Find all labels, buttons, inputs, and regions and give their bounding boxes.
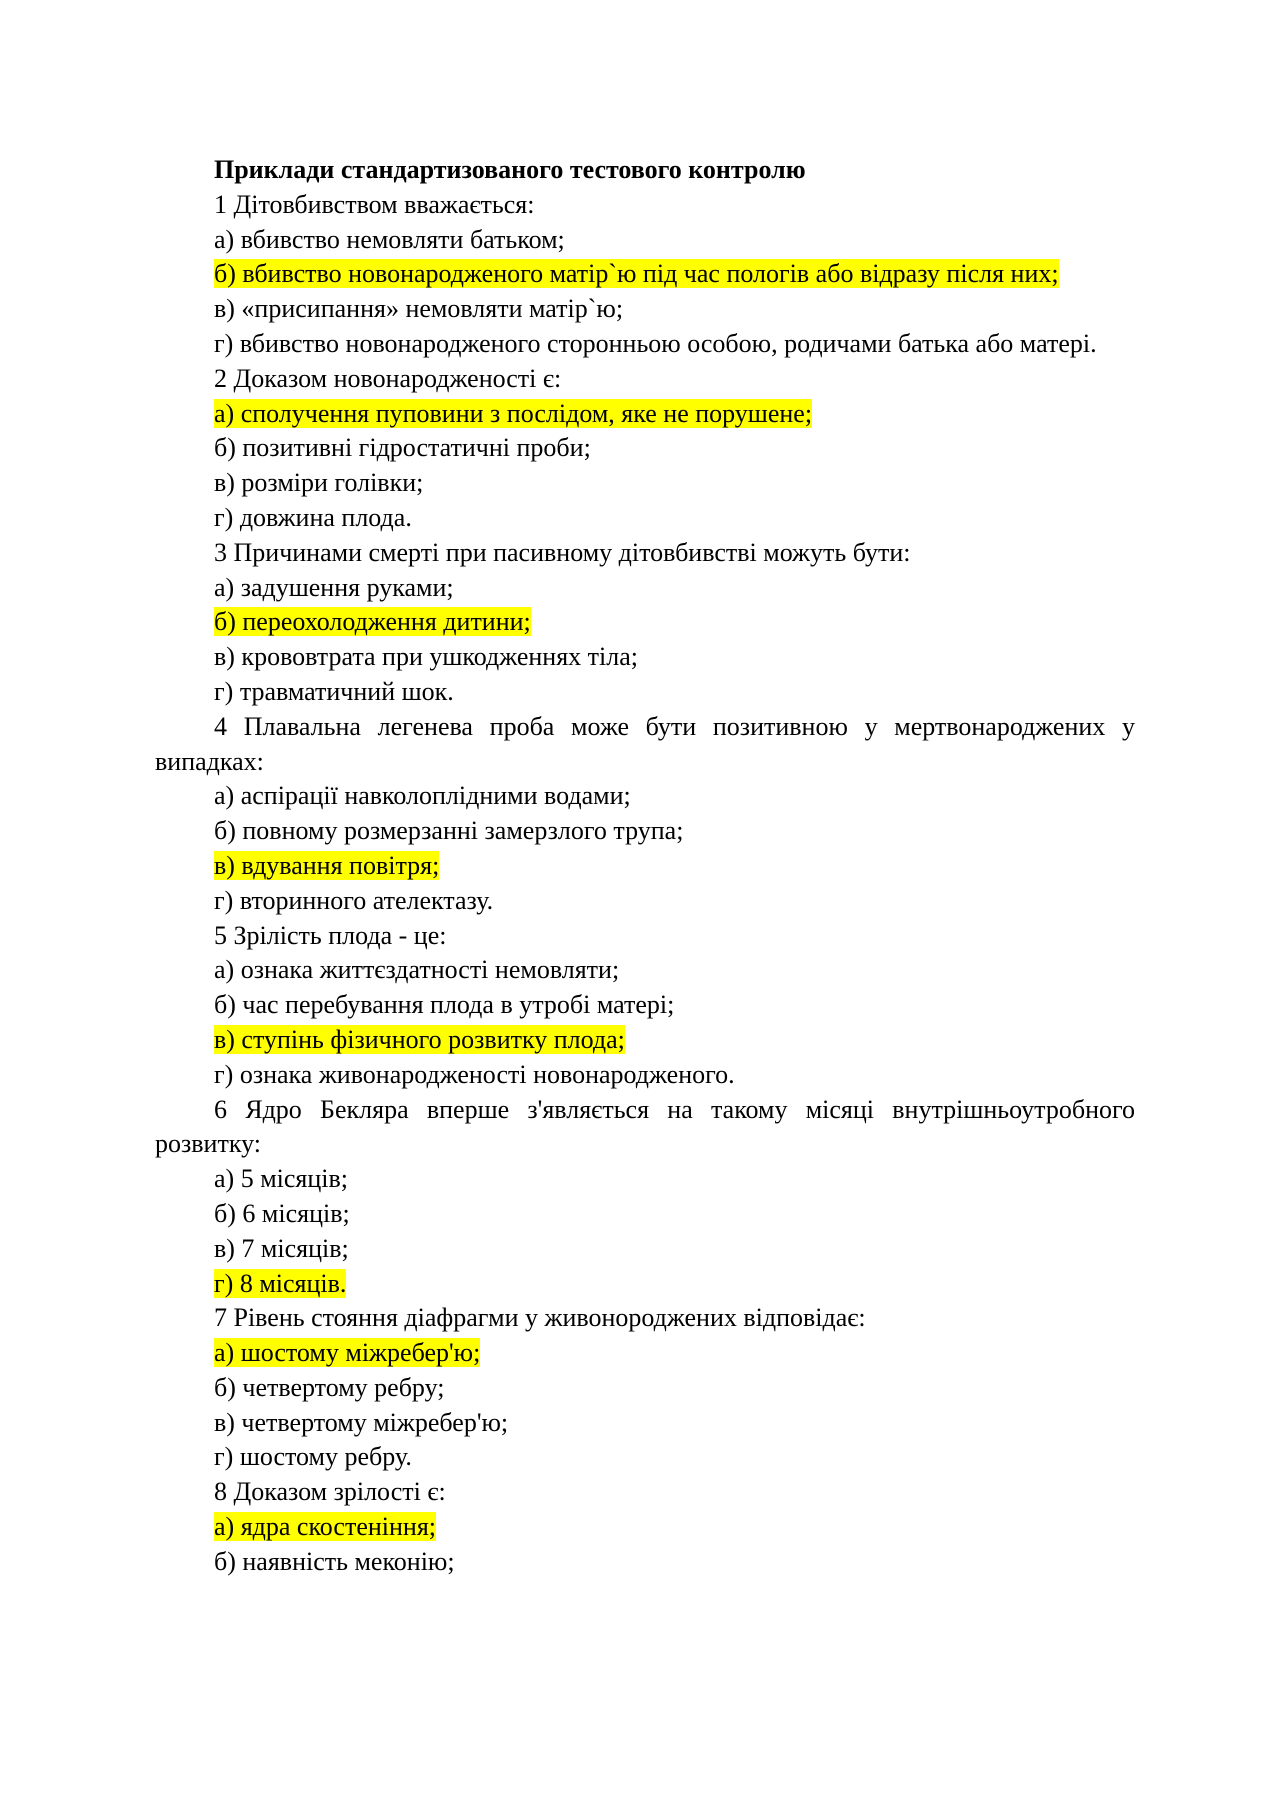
document-line xyxy=(155,1093,1135,1163)
line-text: б) позитивні гідростатичні проби; xyxy=(214,433,591,463)
line-text: 3 Причинами смерті при пасивному дітовбивстві можуть бути: xyxy=(214,537,911,567)
line-text: 8 Доказом зрілості є: xyxy=(214,1477,446,1507)
line-text: 5 Зрілість плода - це: xyxy=(214,920,447,950)
document-line xyxy=(155,1510,1135,1545)
line-text: б) час перебування плода в утробі матері; xyxy=(214,990,675,1020)
line-text: г) шостому ребру. xyxy=(214,1442,412,1472)
document-line xyxy=(155,675,1135,710)
document-title: Приклади стандартизованого тестового контролю xyxy=(214,155,806,184)
highlighted-answer-text: б) вбивство новонародженого матір`ю під час пологів або відразу після них; xyxy=(214,259,1059,289)
line-text: г) довжина плода. xyxy=(214,502,412,532)
document-line xyxy=(155,1406,1135,1441)
line-text: 6 Ядро Бекляра вперше з'являється на такому місяці внутрішньоутробного розвитку: xyxy=(155,1094,1135,1159)
document-line xyxy=(155,953,1135,988)
document-line xyxy=(155,501,1135,536)
line-text: а) ознака життєздатності немовляти; xyxy=(214,955,620,985)
document-line xyxy=(155,1371,1135,1406)
document-line xyxy=(155,1545,1135,1580)
document-line xyxy=(155,397,1135,432)
line-text: 1 Дітовбивством вважається: xyxy=(214,189,535,219)
line-text: а) вбивство немовляти батьком; xyxy=(214,224,565,254)
line-text: в) «присипання» немовляти матір`ю; xyxy=(214,294,624,324)
document-line xyxy=(155,814,1135,849)
document-line xyxy=(155,1336,1135,1371)
highlighted-answer-text: г) 8 місяців. xyxy=(214,1268,347,1298)
line-text: а) 5 місяців; xyxy=(214,1164,349,1194)
line-text: в) крововтрата при ушкодженнях тіла; xyxy=(214,642,638,672)
document-line xyxy=(155,188,1135,223)
document-line xyxy=(155,988,1135,1023)
document-line xyxy=(155,710,1135,780)
document-line xyxy=(155,362,1135,397)
line-text: а) задушення руками; xyxy=(214,572,454,602)
document-line xyxy=(155,779,1135,814)
document-line xyxy=(155,1301,1135,1336)
highlighted-answer-text: б) переохолодження дитини; xyxy=(214,607,531,637)
highlighted-answer-text: в) вдування повітря; xyxy=(214,850,440,880)
line-text: г) вбивство новонародженого сторонньою особою, родичами батька або матері. xyxy=(214,328,1097,358)
document-line xyxy=(155,605,1135,640)
highlighted-answer-text: а) ядра скостеніння; xyxy=(214,1512,437,1542)
line-text: 2 Доказом новонародженості є: xyxy=(214,363,562,393)
document-line xyxy=(155,571,1135,606)
document-line xyxy=(155,1232,1135,1267)
document-line xyxy=(155,466,1135,501)
document-line xyxy=(155,257,1135,292)
document-line xyxy=(155,1058,1135,1093)
line-text: в) 7 місяців; xyxy=(214,1233,349,1263)
line-text: г) ознака живонародженості новонародженого. xyxy=(214,1059,735,1089)
document-line xyxy=(155,1440,1135,1475)
document-line xyxy=(155,640,1135,675)
line-text: а) аспірації навколоплідними водами; xyxy=(214,781,631,811)
line-text: г) травматичний шок. xyxy=(214,676,454,706)
document-line xyxy=(155,536,1135,571)
document-line xyxy=(155,292,1135,327)
highlighted-answer-text: а) шостому міжребер'ю; xyxy=(214,1338,481,1368)
document-line xyxy=(155,849,1135,884)
document-page xyxy=(155,153,1135,1580)
document-line xyxy=(155,1197,1135,1232)
highlighted-answer-text: в) ступінь фізичного розвитку плода; xyxy=(214,1024,625,1054)
document-line xyxy=(155,1475,1135,1510)
document-line xyxy=(155,1023,1135,1058)
document-line xyxy=(155,919,1135,954)
document-body xyxy=(155,188,1135,1580)
document-line xyxy=(155,223,1135,258)
line-text: б) повному розмерзанні замерзлого трупа; xyxy=(214,816,684,846)
line-text: б) 6 місяців; xyxy=(214,1198,350,1228)
document-line xyxy=(155,1162,1135,1197)
line-text: г) вторинного ателектазу. xyxy=(214,885,494,915)
document-line xyxy=(155,327,1135,362)
line-text: 7 Рівень стояння діафрагми у живонороджених відповідає: xyxy=(214,1303,866,1333)
highlighted-answer-text: а) сполучення пуповини з послідом, яке не порушене; xyxy=(214,398,813,428)
document-line xyxy=(155,1267,1135,1302)
line-text: в) четвертому міжребер'ю; xyxy=(214,1407,509,1437)
line-text: 4 Плавальна легенева проба може бути позитивною у мертвонароджених у випадках: xyxy=(155,711,1135,776)
line-text: б) наявність меконію; xyxy=(214,1546,455,1576)
document-line xyxy=(155,884,1135,919)
document-line xyxy=(155,431,1135,466)
line-text: в) розміри голівки; xyxy=(214,468,424,498)
line-text: б) четвертому ребру; xyxy=(214,1372,445,1402)
